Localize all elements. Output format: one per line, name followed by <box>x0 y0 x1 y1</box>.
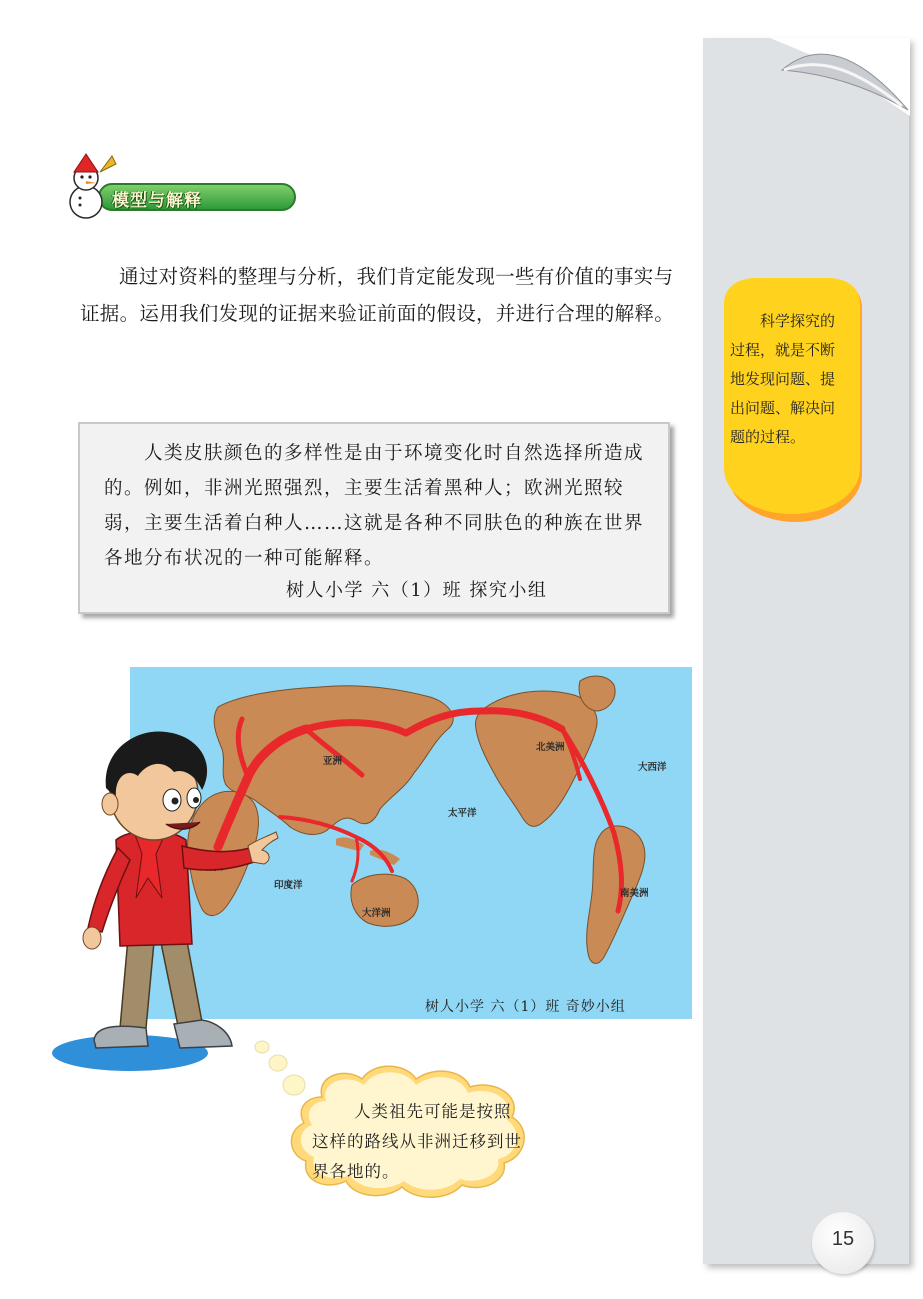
map-label-pacific: 太平洋 <box>448 808 477 819</box>
map-label-indian-ocean: 印度洋 <box>274 880 303 891</box>
boy-illustration <box>50 728 300 1073</box>
map-label-asia: 亚洲 <box>323 756 343 767</box>
quote-signature: 树人小学 六（1）班 探究小组 <box>286 580 548 601</box>
intro-paragraph: 通过对资料的整理与分析，我们肯定能发现一些有价值的事实与证据。运用我们发现的证据来验证前面的假设，并进行合理的解释。 <box>80 265 675 325</box>
thought-text: 人类祖先可能是按照这样的路线从非洲迁移到世界各地的。 <box>312 1102 522 1181</box>
quote-text: 人类皮肤颜色的多样性是由于环境变化时自然选择所造成的。例如，非洲光照强烈，主要生活着黑种人；欧洲光照较弱，主要生活着白种人……这就是各种不同肤色的种族在世界各地分布状况的一种可能解释。 <box>104 443 645 569</box>
snowman-icon <box>60 150 120 220</box>
section-header <box>60 150 250 220</box>
map-label-south-america: 南美洲 <box>620 888 649 899</box>
map-label-atlantic: 大西洋 <box>638 762 667 773</box>
page-curl-icon <box>770 36 910 116</box>
quote-box <box>78 422 670 614</box>
page-number: 15 <box>831 1228 855 1250</box>
margin-band <box>703 38 909 1264</box>
map-label-north-america: 北美洲 <box>536 742 565 753</box>
section-title: 模型与解释 <box>112 191 202 211</box>
side-note-text: 科学探究的过程，就是不断地发现问题、提出问题、解决问题的过程。 <box>730 312 836 446</box>
map-credit: 树人小学 六（1）班 奇妙小组 <box>425 999 626 1015</box>
map-label-oceania: 大洋洲 <box>362 908 391 919</box>
